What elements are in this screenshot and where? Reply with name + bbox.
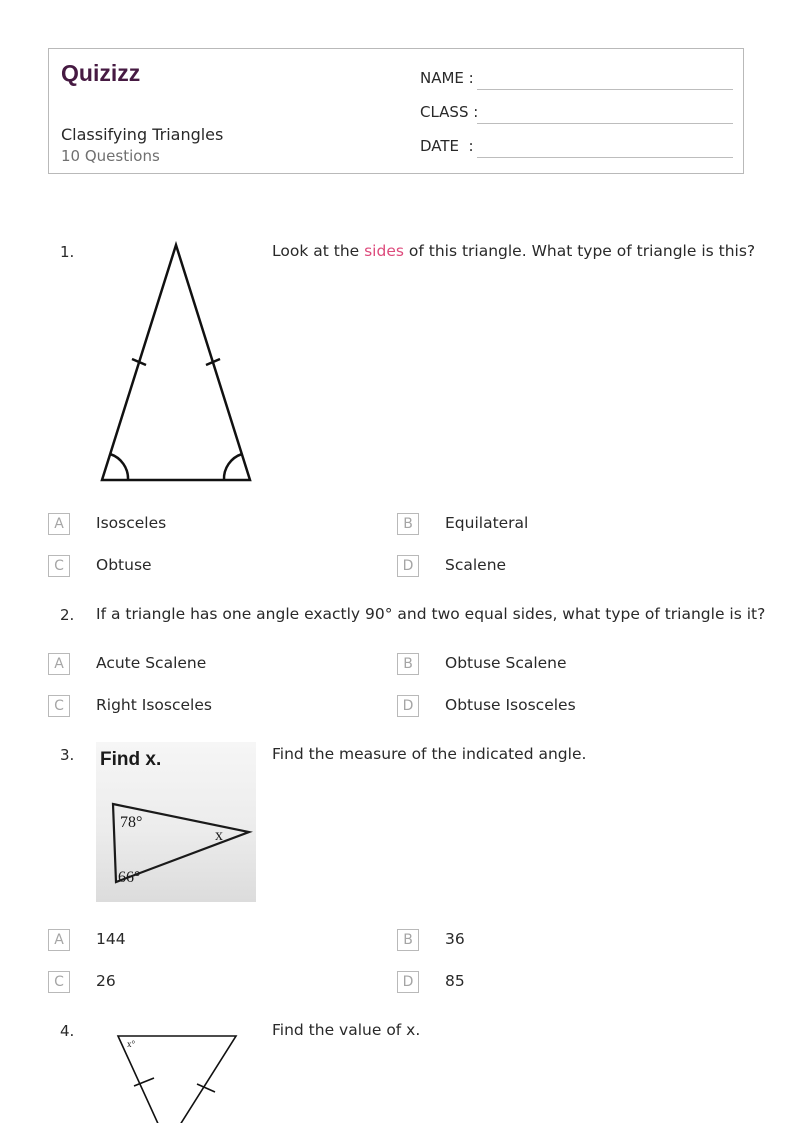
option-b-text[interactable]: 36 xyxy=(445,930,465,948)
option-b-box[interactable]: B xyxy=(397,653,419,675)
question-number: 1. xyxy=(60,243,75,261)
isosceles-triangle-figure xyxy=(96,240,256,485)
label-x: x° xyxy=(127,1039,136,1049)
option-b-box[interactable]: B xyxy=(397,929,419,951)
option-a-text[interactable]: Acute Scalene xyxy=(96,654,207,672)
worksheet-title: Classifying Triangles xyxy=(61,125,224,144)
question-number: 3. xyxy=(60,746,75,764)
question-number: 2. xyxy=(60,606,75,624)
unknown-angle-label: x xyxy=(215,827,223,844)
option-a-box[interactable]: A xyxy=(48,653,70,675)
option-b-text[interactable]: Equilateral xyxy=(445,514,529,532)
angle-top-label: 78° xyxy=(120,814,143,831)
option-b-text[interactable]: Obtuse Scalene xyxy=(445,654,567,672)
option-d-text[interactable]: Scalene xyxy=(445,556,507,574)
date-line[interactable] xyxy=(477,157,733,158)
option-c-box[interactable]: C xyxy=(48,555,70,577)
figure-heading: Find x. xyxy=(100,749,162,770)
option-d-box[interactable]: D xyxy=(397,555,419,577)
question-count: 10 Questions xyxy=(61,147,160,165)
option-a-text[interactable]: 144 xyxy=(96,930,126,948)
date-label: DATE : xyxy=(420,137,474,155)
question-text: Find the value of x. xyxy=(272,1021,421,1039)
angle-bottom-label: 66° xyxy=(118,869,141,886)
option-d-text[interactable]: 85 xyxy=(445,972,465,990)
option-c-text[interactable]: Right Isosceles xyxy=(96,696,212,714)
option-a-box[interactable]: A xyxy=(48,513,70,535)
quizizz-logo xyxy=(61,59,153,87)
worksheet-header xyxy=(48,48,744,174)
option-c-text[interactable]: Obtuse xyxy=(96,556,152,574)
find-x-photo xyxy=(96,742,256,902)
class-label: CLASS : xyxy=(420,103,479,121)
question-number: 4. xyxy=(60,1022,75,1040)
class-line[interactable] xyxy=(477,123,733,124)
question-text: If a triangle has one angle exactly 90° and two equal sides, what type of triangle is it? xyxy=(96,605,766,623)
option-c-text[interactable]: 26 xyxy=(96,972,116,990)
option-b-box[interactable]: B xyxy=(397,513,419,535)
option-d-box[interactable]: D xyxy=(397,971,419,993)
option-c-box[interactable]: C xyxy=(48,695,70,717)
name-line[interactable] xyxy=(477,89,733,90)
question-text: Find the measure of the indicated angle. xyxy=(272,745,587,763)
highlighted-word: sides xyxy=(364,242,404,260)
option-a-box[interactable]: A xyxy=(48,929,70,951)
option-c-box[interactable]: C xyxy=(48,971,70,993)
option-d-text[interactable]: Obtuse Isosceles xyxy=(445,696,576,714)
inverted-triangle-figure xyxy=(96,1028,256,1123)
question-text: Look at the sides of this triangle. What type of triangle is this? xyxy=(272,242,756,260)
svg-text:Quizizz: Quizizz xyxy=(61,60,141,86)
name-label: NAME : xyxy=(420,69,474,87)
option-d-box[interactable]: D xyxy=(397,695,419,717)
option-a-text[interactable]: Isosceles xyxy=(96,514,167,532)
